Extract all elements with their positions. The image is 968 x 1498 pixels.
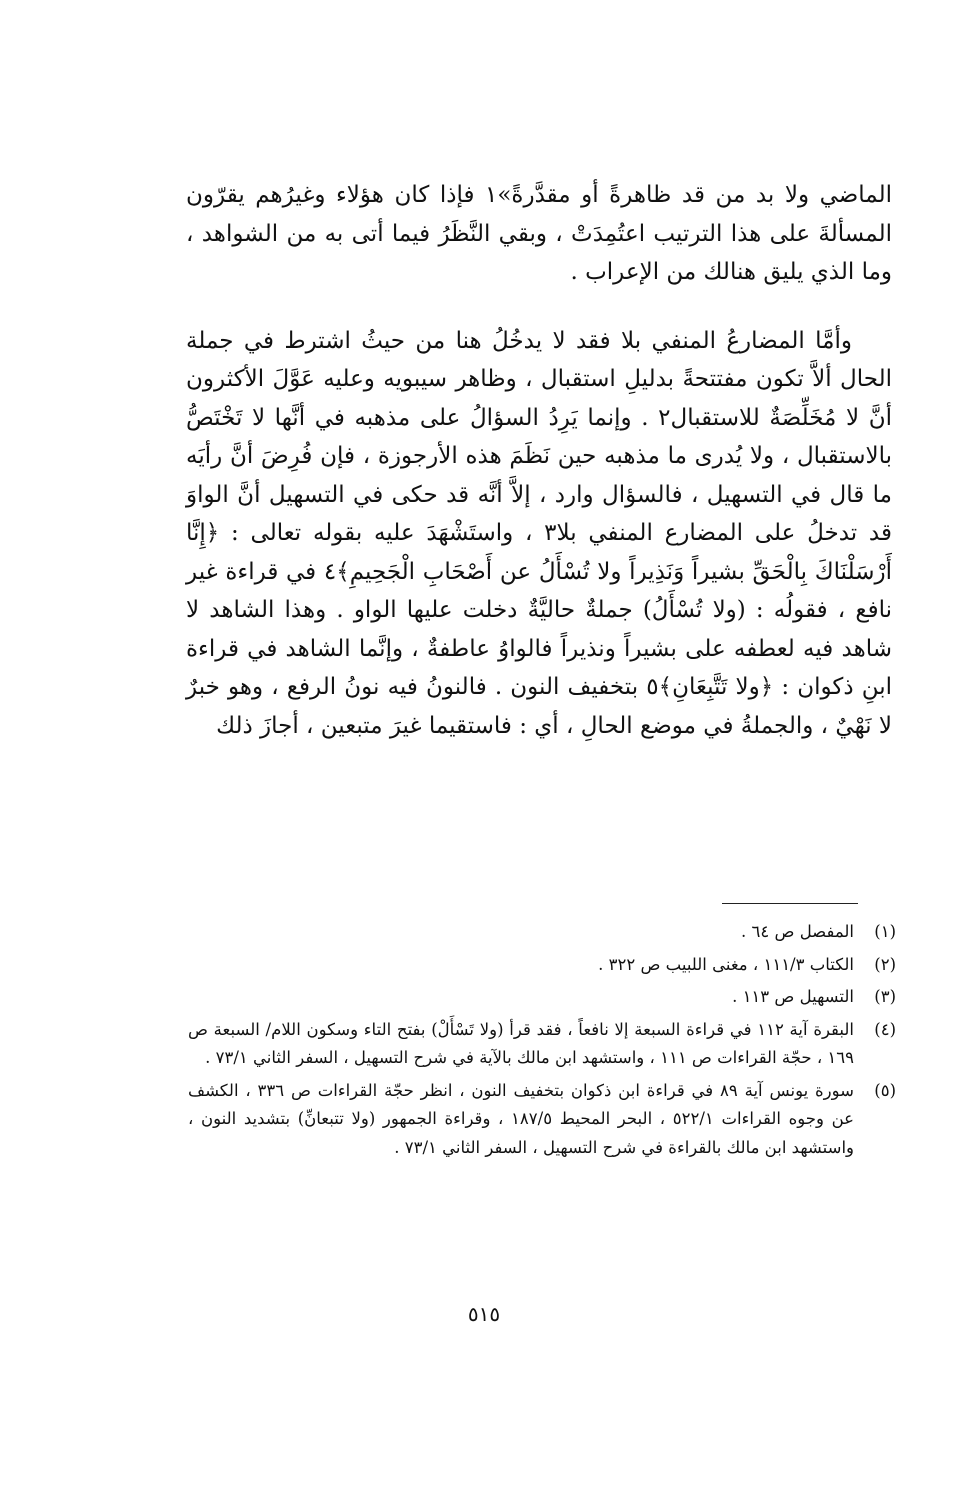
footnote-number: (٤) (874, 1019, 896, 1039)
page-number: ٥١٥ (467, 1302, 501, 1326)
footnote-number: (٣) (874, 987, 896, 1006)
paragraph-2: وأمَّا المضارعُ المنفي بلا فقد لا يدخُلُ هنا من حيثُ اشترط في جملة الحال ألاَّ تكون مفتتحةً بدليلِ استقبال ، وظاهر سيبويه وعليه عَوَّلَ الأكثرون أنَّ لا مُخَلِّصَةٌ للاستقبال٢ . وإنما يَرِدُ السؤالُ على مذهبه في أنَّها لا تَخْتَصُّ بالاستقبال ، ولا يُدرى ما مذهبه حين نَظَمَ هذه الأرجوزة ، فإن فُرِضَ أنَّ رأيَه ما قال في التسهيل ، فالسؤال وارد ، إلاَّ أنَّه قد حكى في التسهيل أنَّ الواوَ قد تدخلُ على المضارع المنفي بلا٣ ، واستَشْهَدَ عليه بقوله تعالى : ﴿إِنَّا أَرْسَلْنَاكَ بِالْحَقِّ بشيراً وَنَذِيراً ولا تُسْأَلُ عن أَصْحَابِ الْجَحِيمِ﴾٤ في قراءة غير نافع ، فقولُه : (ولا تُسْأَلُ) جملةٌ حاليَّةٌ دخلت عليها الواو . وهذا الشاهد لا شاهد فيه لعطفه على بشيراً ونذيراً فالواوُ عاطفةٌ ، وإنَّما الشاهد في قراءة ابنِ ذكوان : ﴿ولا تَتَّبِعَانِ﴾٥ بتخفيف النون . فالنونُ فيه نونُ الرفع ، وهو خبرٌ لا نَهْيٌ ، والجملةُ في موضع الحالِ ، أي : فاستقيما غيرَ متبعين ، أجازَ ذلك (186, 327, 892, 739)
footnote-text: المفصل ص ٦٤ . (741, 922, 854, 941)
footnote-text: التسهيل ص ١١٣ . (732, 987, 854, 1006)
footnote (186, 918, 896, 947)
main-text (186, 176, 892, 745)
footnote-text: البقرة آية ١١٢ في قراءة السبعة إلا نافعاً ، فقد قرأ (ولا تَسْأَلْ) بفتح التاء وسكون اللام/ السبعة ص ١٦٩ ، حجّة القراءات ص ١١١ ، واستشهد ابن مالك بالآية في شرح التسهيل ، السفر الثاني ٧٣/١ . (188, 1019, 854, 1067)
footnote-separator (722, 903, 858, 904)
footnote-text: الكتاب ١١١/٣ ، مغنى اللبيب ص ٣٢٢ . (598, 954, 854, 974)
footnote-number: (٢) (874, 954, 896, 974)
footnote-text: سورة يونس آية ٨٩ في قراءة ابن ذكوان بتخفيف النون ، انظر حجّة القراءات ص ٣٣٦ ، الكشف عن وجوه القراءات ٥٢٢/١ ، البحر المحيط ١٨٧/٥ ، وقراءة الجمهور (ولا تتبعانِّ) بتشديد النون ، واستشهد ابن مالك بالقراءة في شرح التسهيل ، السفر الثاني ٧٣/١ . (188, 1080, 855, 1157)
footnote (186, 1077, 896, 1163)
footnote (186, 1016, 896, 1073)
footnote-number: (١) (874, 922, 896, 941)
paragraph-1: الماضي ولا بد من قد ظاهرةً أو مقدَّرةً»١ فإذا كان هؤلاء وغيرُهم يقرّون المسألةَ على هذا الترتيب اعتُمِدَتْ ، وبقي النَّظَرُ فيما أتى به من الشواهد ، وما الذي يليق هنالك من الإعراب . (186, 182, 892, 285)
footnote (186, 983, 896, 1012)
footnotes (186, 918, 896, 1166)
footnote-number: (٥) (874, 1080, 896, 1100)
footnote (186, 951, 896, 980)
